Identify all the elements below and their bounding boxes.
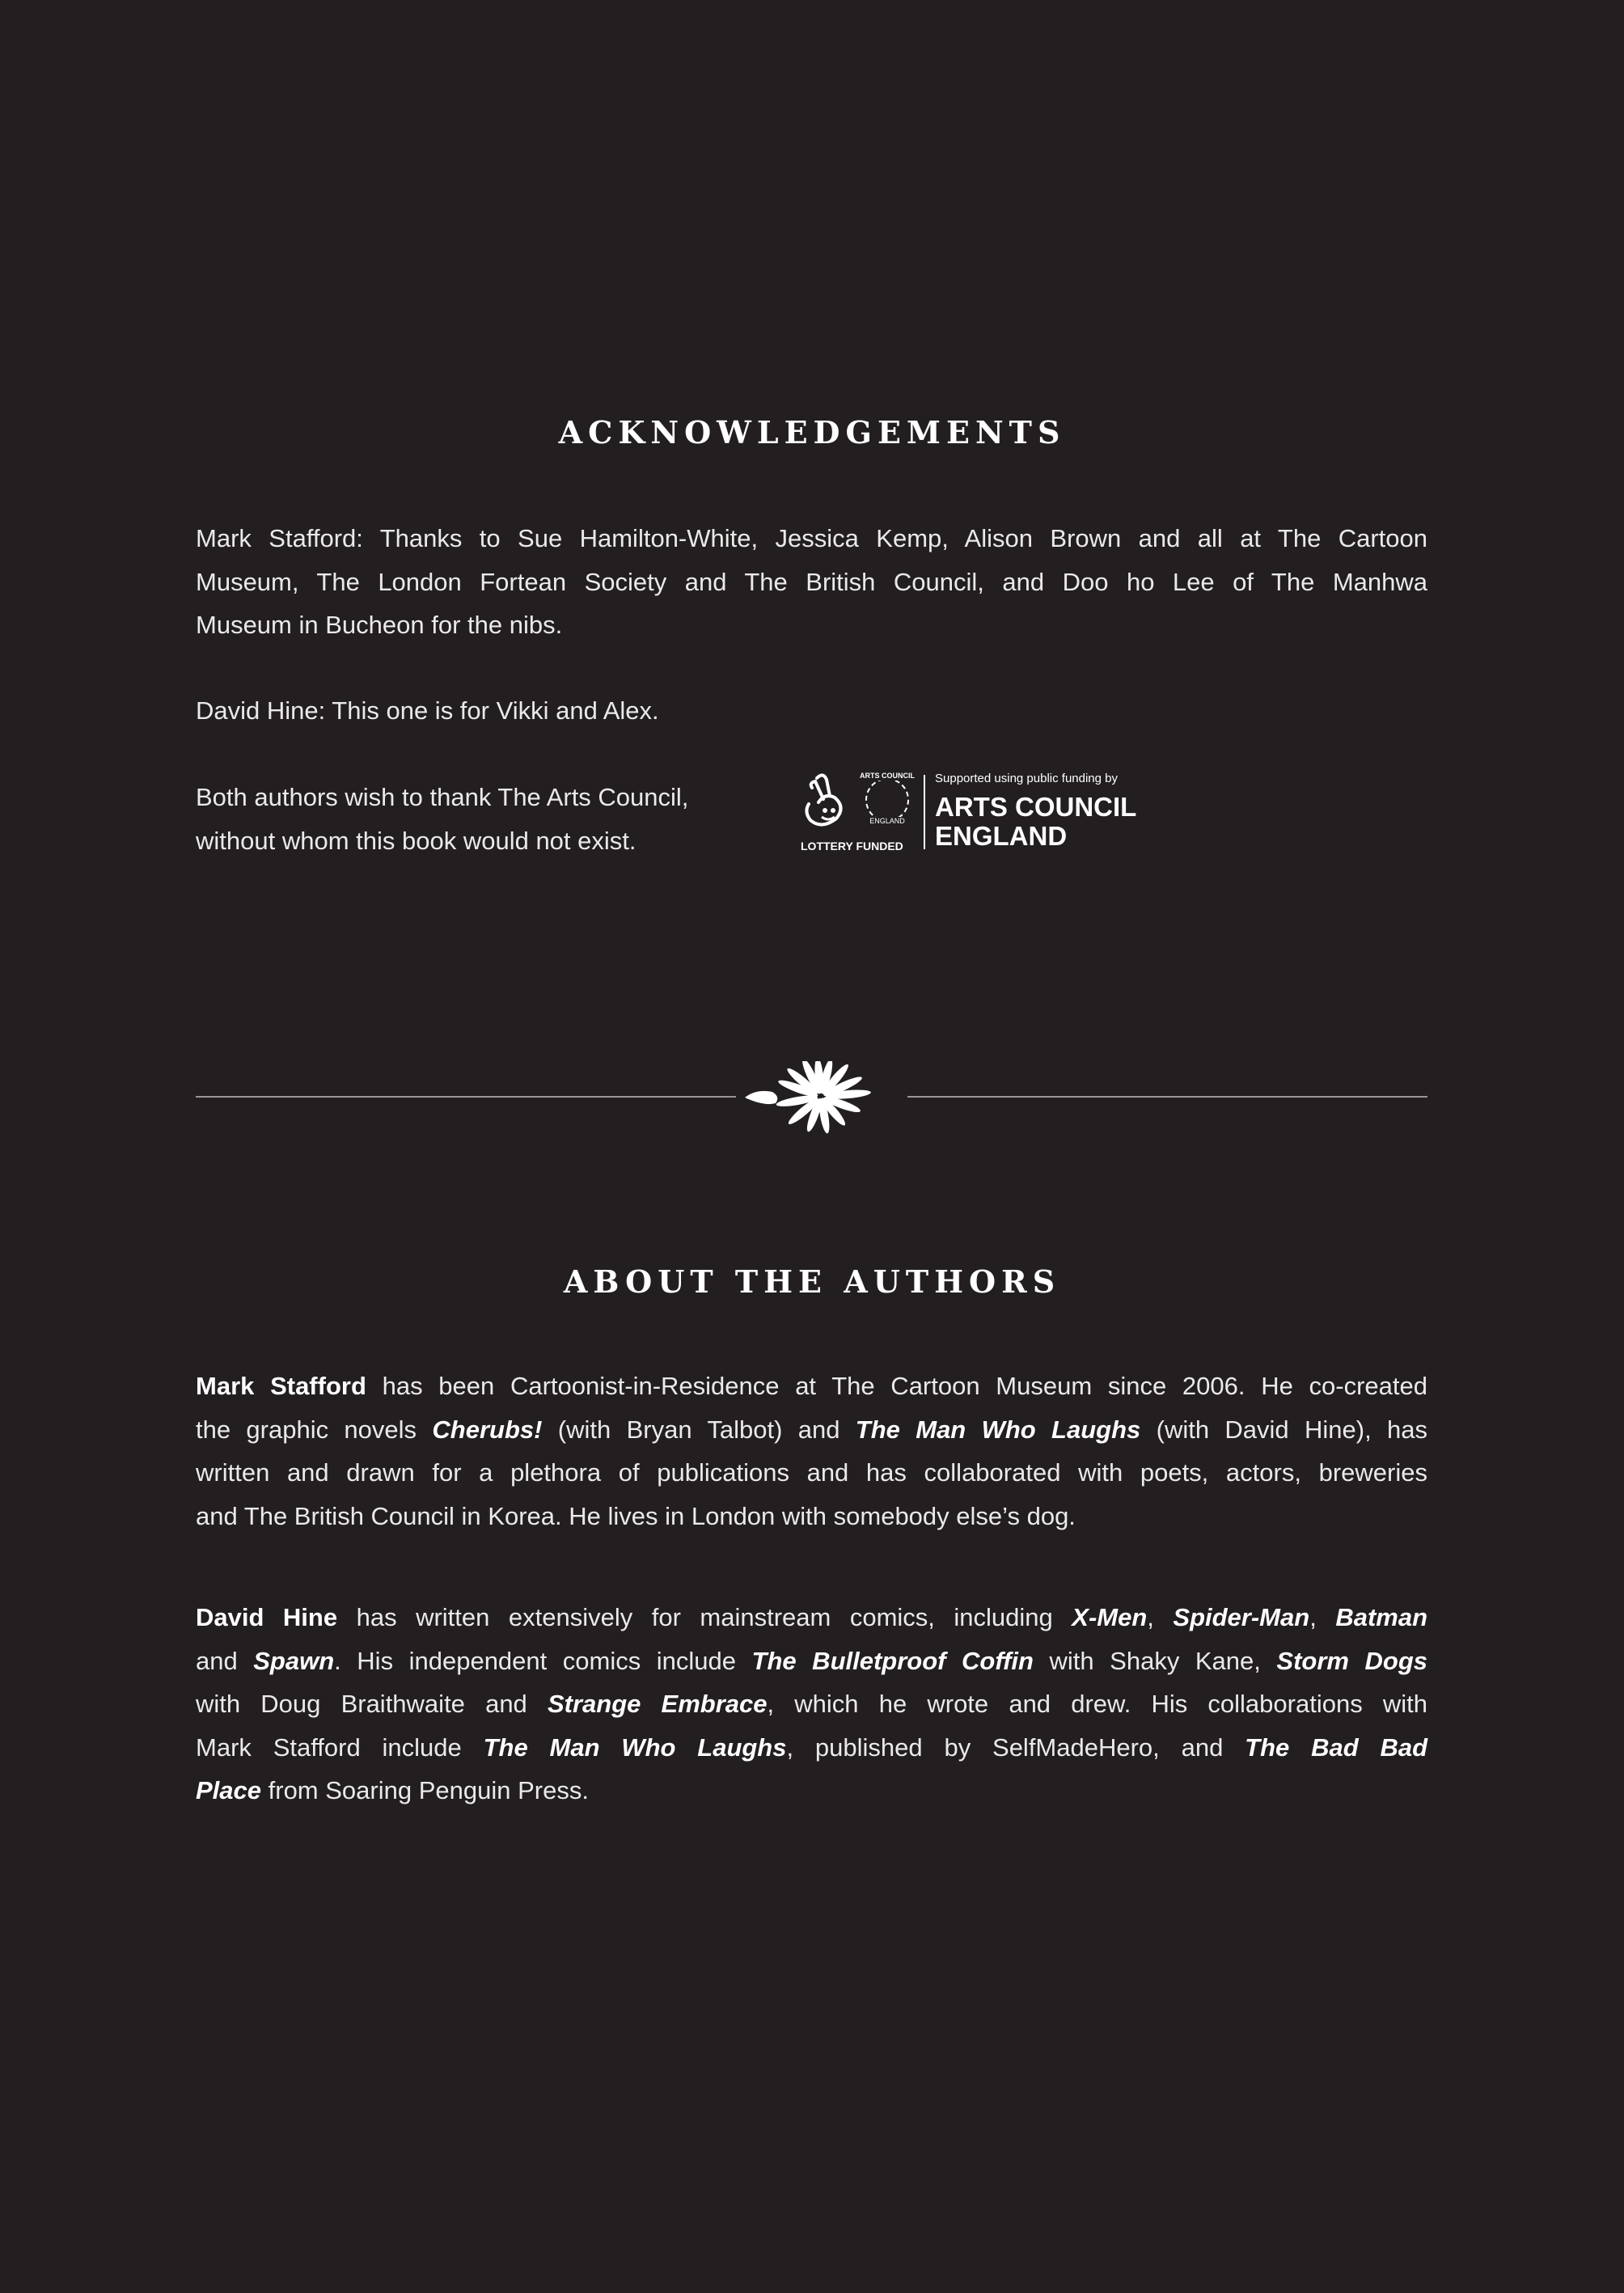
text-segment: Museum in Bucheon for the nibs. (196, 611, 563, 639)
text-line (196, 517, 1427, 561)
text-line (196, 1451, 1427, 1495)
ack-paragraph-3 (196, 776, 762, 862)
title-text: X-Men (1072, 1603, 1148, 1631)
title-text: Spider-Man (1173, 1603, 1310, 1631)
text-line (196, 689, 1427, 733)
text-segment: the graphic novels (196, 1415, 433, 1444)
text-segment: without whom this book would not exist. (196, 826, 636, 855)
floral-ornament-icon (740, 1061, 902, 1134)
arts-council-ring (859, 772, 916, 828)
text-line (196, 1596, 1427, 1639)
text-line (196, 819, 762, 863)
supported-text: Supported using public funding by (935, 772, 1118, 785)
text-line (196, 1408, 1427, 1452)
about-mark-stafford (196, 1364, 1427, 1538)
text-segment: , which he wrote and drew. His collaborations with (767, 1690, 1427, 1718)
ack-paragraph-2 (196, 689, 1427, 733)
text-segment: , published by SelfMadeHero, and (786, 1732, 1245, 1762)
divider-right (907, 1096, 1427, 1098)
text-segment: (with David Hine), has (1140, 1415, 1428, 1444)
text-segment: . His independent comics include (334, 1646, 752, 1675)
ack-paragraph-1 (196, 517, 1427, 647)
arts-council-name-line2: ENGLAND (935, 821, 1068, 851)
text-line (196, 1769, 1427, 1813)
text-segment: from Soaring Penguin Press. (261, 1776, 589, 1804)
ring-bottom-text: ENGLAND (859, 817, 916, 826)
title-text: The Man Who Laughs (483, 1732, 787, 1762)
text-segment: Mark Stafford: Thanks to Sue Hamilton-White, Jessica Kemp, Alison Brown and all at The Cartoon (196, 524, 1427, 552)
text-line (196, 561, 1427, 604)
text-segment: has written extensively for mainstream comics, including (337, 1603, 1072, 1631)
text-segment: (with Bryan Talbot) and (542, 1415, 856, 1444)
title-text: Spawn (253, 1646, 335, 1675)
text-segment: and (196, 1646, 254, 1675)
author-name: David Hine (196, 1603, 338, 1631)
text-segment: Museum, The London Fortean Society and The British Council, and Doo ho Lee of The Manhwa (196, 567, 1427, 596)
title-text: Cherubs! (432, 1415, 543, 1444)
text-line (196, 1364, 1427, 1408)
lottery-funded-text: LOTTERY FUNDED (801, 840, 903, 852)
text-segment: has been Cartoonist-in-Residence at The Cartoon Museum since 2006. He co-created (366, 1372, 1428, 1400)
title-text: Storm Dogs (1276, 1646, 1427, 1675)
ring-top-text: ARTS COUNCIL (860, 772, 915, 780)
about-authors-heading: ABOUT THE AUTHORS (563, 1263, 1061, 1300)
text-line (196, 1682, 1427, 1726)
text-segment: Mark Stafford include (196, 1732, 484, 1762)
title-text: Strange Embrace (547, 1690, 768, 1718)
text-line (196, 603, 1427, 647)
logo-divider (924, 775, 925, 849)
text-line (196, 1639, 1427, 1683)
text-segment: Both authors wish to thank The Arts Council, (196, 783, 689, 811)
text-line (196, 1495, 1427, 1538)
arts-council-logo (801, 772, 1148, 861)
text-segment: , (1309, 1603, 1336, 1631)
text-segment: with Shaky Kane, (1033, 1646, 1277, 1675)
author-name: Mark Stafford (196, 1372, 366, 1400)
about-david-hine (196, 1596, 1427, 1813)
title-text: Place (196, 1776, 262, 1804)
title-text: Batman (1335, 1603, 1428, 1631)
title-text: The Man Who Laughs (855, 1415, 1141, 1444)
text-segment: with Doug Braithwaite and (196, 1690, 548, 1718)
ring-circle-icon (865, 778, 909, 822)
text-line (196, 1726, 1427, 1770)
arts-council-name (935, 793, 1136, 851)
arts-council-name-line1: ARTS COUNCIL (935, 792, 1137, 822)
text-segment: David Hine: This one is for Vikki and Alex. (196, 696, 659, 725)
text-segment: and The British Council in Korea. He lives in London with somebody else’s dog. (196, 1501, 1076, 1530)
title-text: The Bulletproof Coffin (751, 1646, 1034, 1675)
text-line (196, 776, 762, 819)
divider-left (196, 1096, 736, 1098)
title-text: The Bad Bad (1245, 1732, 1428, 1762)
acknowledgements-heading: ACKNOWLEDGEMENTS (558, 414, 1066, 451)
text-segment: , (1147, 1603, 1174, 1631)
lottery-hand-icon (801, 772, 849, 830)
text-segment: written and drawn for a plethora of publications and has collaborated with poets, actors, breweries (196, 1458, 1427, 1487)
